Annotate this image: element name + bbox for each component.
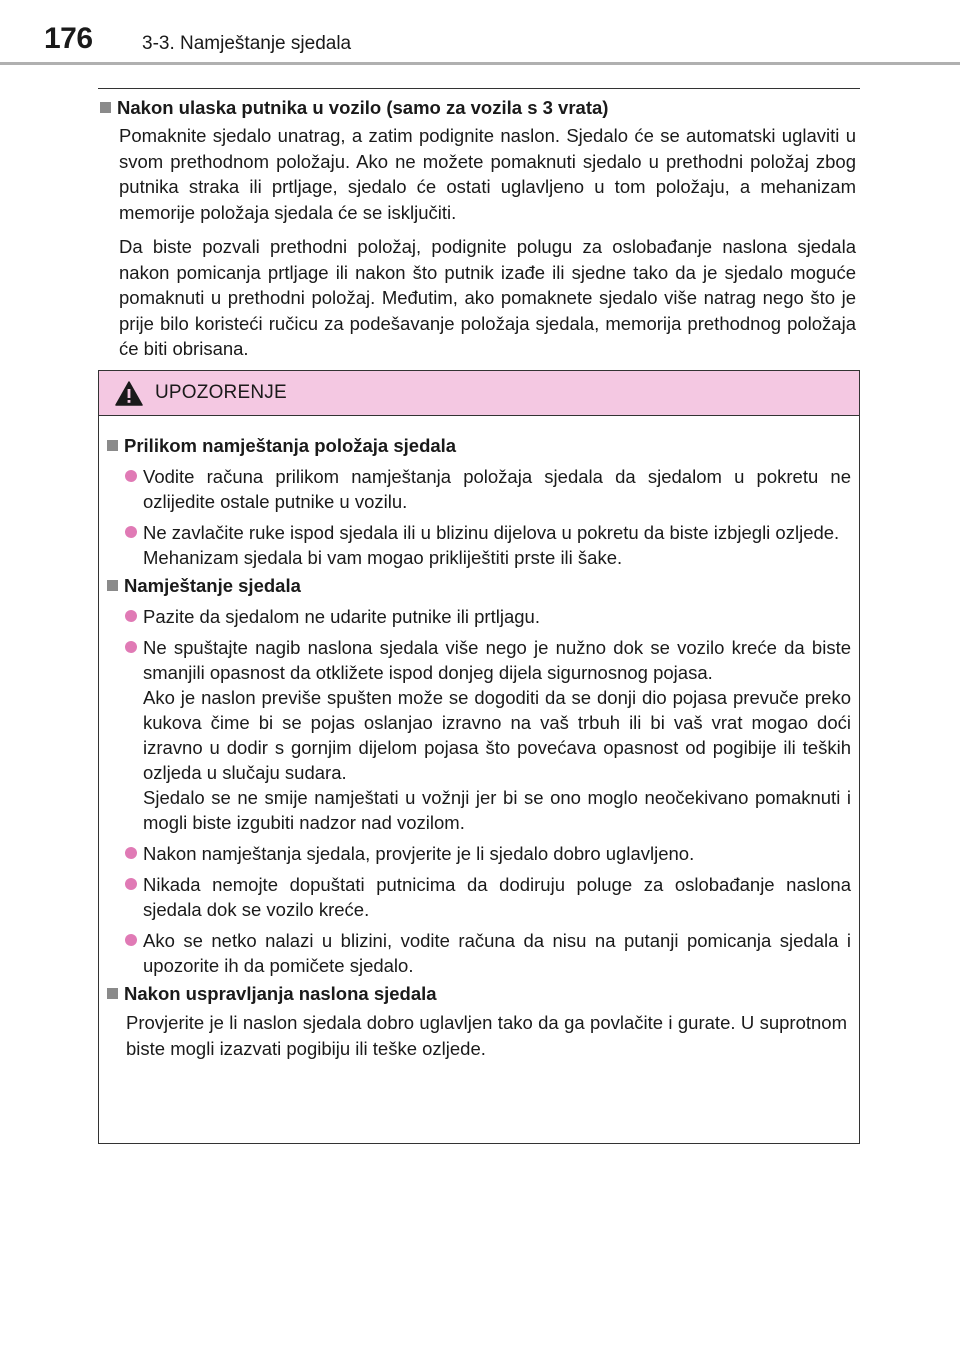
page-number: 176 [44, 22, 93, 55]
warning-bullet [125, 604, 851, 629]
bullet-line: Nakon namještanja sjedala, provjerite je li sjedalo dobro uglavljeno. [143, 843, 695, 864]
warning-bullet [125, 928, 851, 978]
warning-heading-text: Prilikom namještanja položaja sjedala [124, 435, 457, 456]
intro-paragraph-2: Da biste pozvali prethodni položaj, podignite polugu za oslobađanje naslona sjedala nakon pomicanja prtljage ili nakon što putnik izađe ili sjedne tako da je sjedalo moguće pomaknuti u prethodni položaj. Međutim, ako pomaknete sjedalo više natrag nego što je prije bilo koristeći ručicu za podešavanje položaja sjedala, memorija prethodnog položaja će biti obrisana. [119, 236, 856, 359]
warning-heading-3 [105, 982, 851, 1006]
intro-paragraph-1: Pomaknite sjedalo unatrag, a zatim podignite naslon. Sjedalo će se automatski uglaviti u svom prethodnom položaju. Ako ne možete pomaknuti sjedalo u prethodni položaj zbog putnika straka ili prtljage, sjedalo će ostati uglavljeno u tom položaju, a mehanizam memorije položaja sjedala će se isključiti. [119, 125, 856, 223]
bullet-line: Nikada nemojte dopuštati putnicima da dodiruju poluge za oslobađanje naslona sjedala dok se vozilo kreće. [143, 874, 851, 920]
warning-heading-text: Nakon uspravljanja naslona sjedala [124, 983, 437, 1004]
square-bullet-icon [107, 988, 118, 999]
warning-bullet [125, 635, 851, 835]
warning-body [99, 416, 859, 1061]
warning-bullet [125, 464, 851, 514]
square-bullet-icon [107, 580, 118, 591]
square-bullet-icon [100, 102, 111, 113]
warning-bullet [125, 520, 851, 570]
pink-dot-bullet-icon [125, 847, 137, 859]
warning-triangle-icon [115, 381, 143, 406]
warning-bullet [125, 872, 851, 922]
bullet-line: Ne spuštajte nagib naslona sjedala više nego je nužno dok se vozilo kreće da biste smanjili opasnost da otkližete ispod donjeg dijela sigurnosnog pojasa. [143, 637, 851, 683]
bullet-line: Ne zavlačite ruke ispod sjedala ili u blizinu dijelova u pokretu da biste izbjegli ozljede. [143, 522, 840, 543]
warning-bullet [125, 841, 851, 866]
pink-dot-bullet-icon [125, 526, 137, 538]
intro-heading [98, 96, 860, 120]
warning-heading-1 [105, 434, 851, 458]
bullet-line: Sjedalo se ne smije namještati u vožnji jer bi se ono moglo neočekivano pomaknuti i mogli biste izgubiti nadzor nad vozilom. [143, 787, 851, 833]
pink-dot-bullet-icon [125, 878, 137, 890]
square-bullet-icon [107, 440, 118, 451]
warning-paragraph: Provjerite je li naslon sjedala dobro uglavljen tako da ga povlačite i gurate. U suprotnom biste mogli izazvati pogibiju ili teške ozljede. [126, 1012, 847, 1059]
warning-heading-2 [105, 574, 851, 598]
bullet-line: Mehanizam sjedala bi vam mogao prikliještiti prste ili šake. [143, 547, 623, 568]
page-header [0, 0, 960, 70]
warning-box [98, 370, 860, 1144]
bullet-line: Ako se netko nalazi u blizini, vodite računa da nisu na putanji pomicanja sjedala i upozorite ih da pomičete sjedalo. [143, 930, 851, 976]
header-divider [0, 62, 960, 65]
content-top-divider [98, 88, 860, 89]
pink-dot-bullet-icon [125, 641, 137, 653]
bullet-line: Ako je naslon previše spušten može se dogoditi da se donji dio pojasa prevuče preko kukova čime bi se pojas oslanjao izravno na vaš trbuh ili bi vaš vrat mogao doći izravno u dodir s gornjim dijelom pojasa što povećava opasnost od pogibije ili teških ozljeda u slučaju sudara. [143, 687, 851, 783]
bullet-line: Vodite računa prilikom namještanja položaja sjedala da sjedalom u pokretu ne ozlijedite ostale putnike u vozilu. [143, 466, 851, 512]
warning-header [99, 371, 859, 416]
intro-section [98, 92, 860, 362]
pink-dot-bullet-icon [125, 470, 137, 482]
intro-heading-text: Nakon ulaska putnika u vozilo (samo za vozila s 3 vrata) [117, 97, 609, 118]
section-title: 3-3. Namještanje sjedala [142, 33, 352, 54]
pink-dot-bullet-icon [125, 934, 137, 946]
warning-heading-text: Namještanje sjedala [124, 575, 301, 596]
pink-dot-bullet-icon [125, 610, 137, 622]
warning-title: UPOZORENJE [155, 382, 287, 403]
bullet-line: Pazite da sjedalom ne udarite putnike ili prtljagu. [143, 606, 540, 627]
